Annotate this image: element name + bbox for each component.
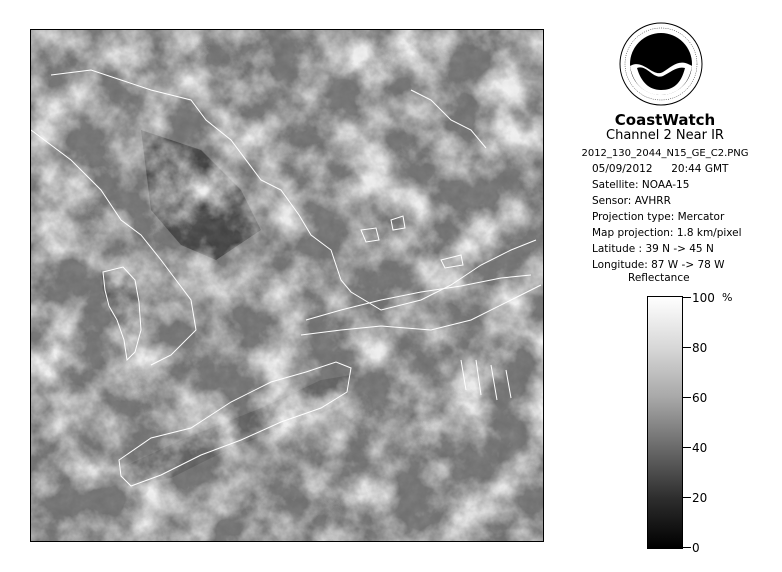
satellite-image [31,30,543,541]
image-texture [31,30,543,541]
legend-tick-label: 80 [692,341,708,355]
legend-tick [683,297,691,298]
legend-tick [683,347,691,348]
legend-tick [683,547,691,548]
date-value: 05/09/2012 [592,163,653,175]
time-value: 20:44 GMT [671,163,729,175]
datetime-line [592,163,782,176]
legend-tick [683,447,691,448]
legend-tick [683,497,691,498]
channel-label: Channel 2 Near IR [606,128,724,143]
meta-satellite: Satellite: NOAA-15 [592,179,690,191]
meta-longitude: Longitude: 87 W -> 78 W [592,259,725,271]
filename-label: 2012_130_2044_N15_GE_C2.PNG [581,148,749,159]
legend-tick-label: 0 [692,541,700,555]
meta-projection-type: Projection type: Mercator [592,211,725,223]
legend-tick-label: 60 [692,391,708,405]
satellite-image-map [30,29,544,542]
legend-tick [683,397,691,398]
legend-tick-label: 40 [692,441,708,455]
legend-title: Reflectance [628,272,690,284]
meta-sensor: Sensor: AVHRR [592,195,671,207]
noaa-seal-icon [619,22,703,106]
noaa-logo [619,22,703,106]
meta-map-projection: Map projection: 1.8 km/pixel [592,227,742,239]
legend-unit: % [722,291,733,304]
brand-title: CoastWatch [614,111,716,129]
legend-colorbar [647,296,683,549]
legend-tick-label: 20 [692,491,708,505]
legend-tick-label: 100 [692,291,715,305]
meta-latitude: Latitude : 39 N -> 45 N [592,243,714,255]
